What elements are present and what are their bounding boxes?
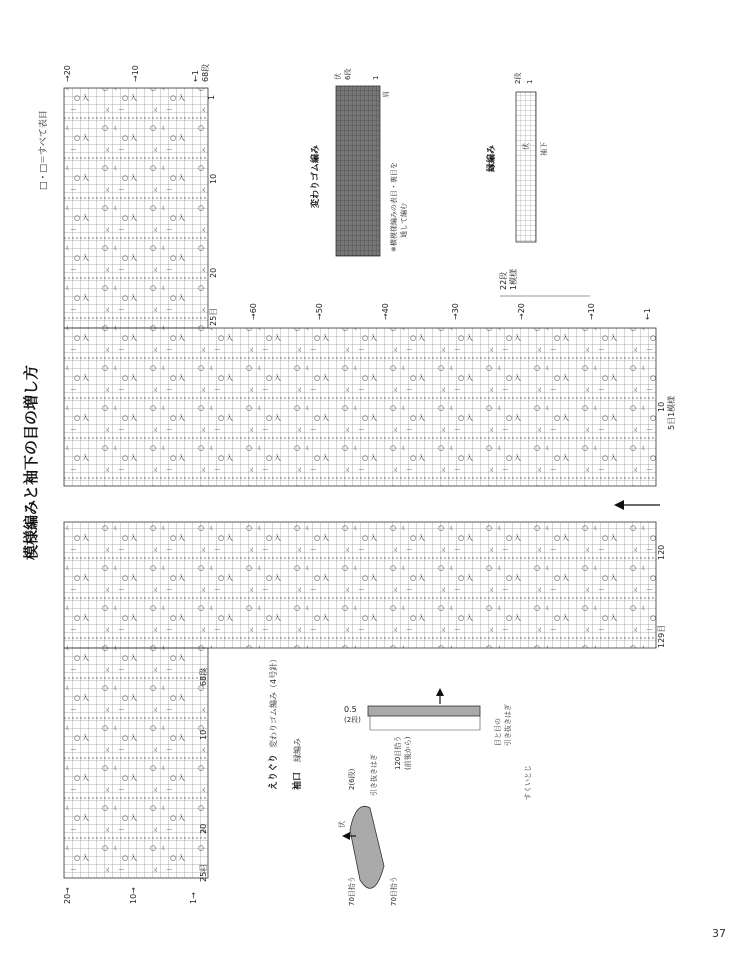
garter-chart (485, 73, 548, 242)
rib-label-1: 1 (372, 75, 380, 80)
row-40: →40 (381, 303, 390, 320)
neck-label-side-2: 引き抜きはぎ (504, 704, 512, 746)
top-scale-20: →20 (63, 65, 72, 82)
mid-scale-20: 20 (209, 267, 218, 278)
label-10: 10 (657, 401, 666, 412)
top-scale-10: →10 (131, 65, 140, 82)
neck-label-side-1: 目と目の (494, 718, 502, 746)
note-1-motif: 1模様 (509, 268, 518, 290)
neck-title: えりぐり (269, 753, 279, 790)
top-scale-right-1: 1 (207, 94, 216, 100)
bottom-left-titles (267, 655, 303, 790)
left-row-1: 1→ (189, 892, 198, 904)
sleeve-label-pickup-bottom: 70目拾う (390, 876, 398, 906)
label-25-b: 25目 (199, 863, 208, 882)
neck-title-b: 変わりゴム編み（4号針） (269, 654, 278, 748)
neck-label-top-sub: (2段) (344, 716, 361, 724)
garter-title: 縁編み (487, 144, 497, 172)
page-number: 37 (712, 927, 726, 940)
left-row-20: 20→ (63, 887, 72, 904)
rib-label-bind: 伏 (334, 73, 342, 80)
right-motif-labels (657, 396, 676, 430)
rib-label-shoulder: 肩 (382, 91, 390, 98)
label-129: 129目 (657, 624, 666, 648)
neck-label-pickup-2: (前後から) (404, 736, 412, 770)
row-10: →10 (587, 303, 596, 320)
garter-label-1: 1 (526, 79, 534, 84)
garter-label-2: 2段 (514, 72, 522, 84)
label-20-b: 20 (199, 823, 208, 834)
label-10-b: 10 (199, 729, 208, 740)
garter-label-underarm: 袖下 (540, 142, 548, 156)
lower-band-labels (657, 545, 666, 648)
label-120: 120 (657, 544, 666, 560)
mid-scale-25: 25目 (209, 307, 218, 326)
row-60: →60 (249, 303, 258, 320)
left-row-numbers (63, 887, 198, 904)
neck-label-seam: すくいとじ (524, 765, 532, 800)
label-68-rows: 68段 (199, 667, 208, 686)
main-chart-lower-left (64, 648, 208, 878)
neck-label-pickup-1: 120目拾う (394, 735, 402, 770)
rib-chart (309, 69, 408, 256)
rib-note-1: ※横模様編みの表目・裏目を (390, 162, 398, 252)
row-50: →50 (315, 303, 324, 320)
chart-gap (614, 500, 660, 510)
sleeve-label-join: 引き抜きはぎ (370, 754, 378, 796)
label-5-per-motif: 5目1模様 (667, 395, 676, 430)
sleeve-label-pickup-top: 70目拾う (348, 876, 356, 906)
row-20: →20 (517, 303, 526, 320)
legend-text: □・□＝すべて表目 (39, 110, 49, 190)
page-title: 模様編みと袖下の目の増し方 (22, 364, 40, 560)
cuff-title-b: 縁編み (293, 738, 302, 762)
note-22-rows: 22段 (499, 271, 508, 290)
rib-note-2: 通して編む (400, 203, 408, 238)
main-chart-upper-left (64, 88, 208, 328)
right-notes (498, 269, 590, 296)
row-1: ←1 (643, 308, 652, 320)
rib-title: 変わりゴム編み (311, 144, 321, 208)
top-scale-68: 68段 (201, 63, 210, 82)
mid-scale (209, 174, 218, 326)
top-scale-1: ←1 (191, 70, 200, 82)
main-chart-middle (64, 328, 656, 486)
left-row-10: 10→ (129, 887, 138, 904)
row-30: →30 (451, 303, 460, 320)
rib-label-6: 6段 (344, 68, 352, 80)
upper-row-numbers (249, 303, 652, 320)
sleeve-diagram (337, 754, 398, 906)
sleeve-label-rows: 2(6段) (348, 768, 356, 790)
mid-scale-10: 10 (209, 173, 218, 184)
sleeve-label-bind: 伏 (338, 821, 346, 828)
garter-label-bind: 伏 (522, 143, 530, 150)
cuff-title: 袖口 (293, 771, 303, 790)
neck-label-top: 0.5 (344, 705, 357, 714)
main-chart-lower (64, 522, 656, 648)
